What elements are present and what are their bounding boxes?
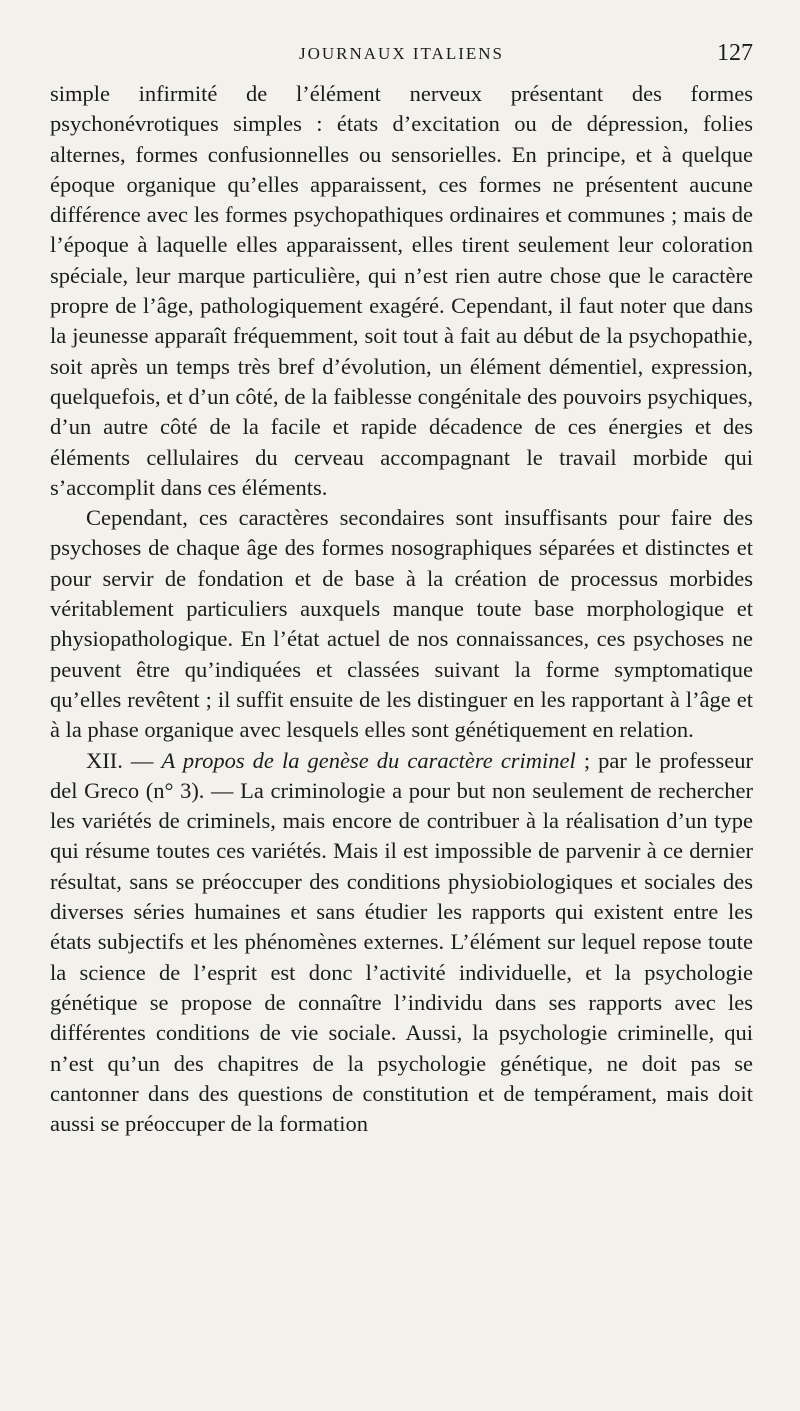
- running-title: JOURNAUX ITALIENS: [299, 44, 504, 63]
- section-number: XII.: [86, 747, 123, 773]
- paragraph-section-xii: [50, 746, 753, 1140]
- section-text: ; par le professeur del Greco (n° 3). — La criminologie a pour but non seulement de rechercher les variétés de criminels, mais encore de contribuer à la réalisation d’un type qui résume toutes ces variétés. Mais il est impossible de parvenir à ce dernier résultat, sans se préoccuper des conditions physiobiologiques et sociales des diverses séries humaines et sans étudier les rapports qui existent entre les états subjectifs et les phénomènes externes. L’élément sur lequel repose toute la science de l’esprit est donc l’activité individuelle, et la psychologie génétique se propose de connaître l’individu dans ses rapports avec les différentes conditions de vie sociale. Aussi, la psychologie criminelle, qui n’est qu’un des chapitres de la psychologie génétique, ne doit pas se cantonner dans des questions de constitution et de tempérament, mais doit aussi se préoccuper de la formation: [50, 747, 753, 1137]
- paragraph-secondary-characters: Cependant, ces caractères secondaires sont insuffisants pour faire des psychoses de chaque âge des formes nosographiques séparées et distinctes et pour servir de fondation et de base à la création de processus morbides véritablement particuliers auxquels manque toute base morphologique et physiopathologique. En l’état actuel de nos connaissances, ces psychoses ne peuvent être qu’indiquées et classées suivant la forme symptomatique qu’elles revêtent ; il suffit ensuite de les distinguer en les rapportant à l’âge et à la phase organique avec lesquels elles sont génétiquement en relation.: [50, 505, 753, 743]
- page-number: 127: [717, 40, 753, 66]
- body-text: [50, 79, 753, 1139]
- page-header: [50, 40, 753, 70]
- section-dash: —: [122, 747, 162, 773]
- section-title: A propos de la genèse du caractère criminel: [161, 747, 576, 773]
- paragraph-continued: simple infirmité de l’élément nerveux présentant des formes psychonévrotiques simples : états d’excitation ou de dépression, folies alternes, formes confusionnelles ou sensorielles. En principe, et à quelque époque organique qu’elles apparaissent, ces formes ne présentent aucune différence avec les formes psychopathiques ordinaires et communes ; mais de l’époque à laquelle elles apparaissent, elles tirent seulement leur coloration spéciale, leur marque particulière, qui n’est rien autre chose que le caractère propre de l’âge, pathologiquement exagéré. Cependant, il faut noter que dans la jeunesse apparaît fréquemment, soit tout à fait au début de la psychopathie, soit après un temps très bref d’évolution, un élément démentiel, expression, quelquefois, et d’un côté, de la faiblesse congénitale des pouvoirs psychiques, d’un autre côté de la facile et rapide décadence de ces énergies et des éléments cellulaires du cerveau accompagnant le travail morbide qui s’accomplit dans ces éléments.: [50, 81, 753, 500]
